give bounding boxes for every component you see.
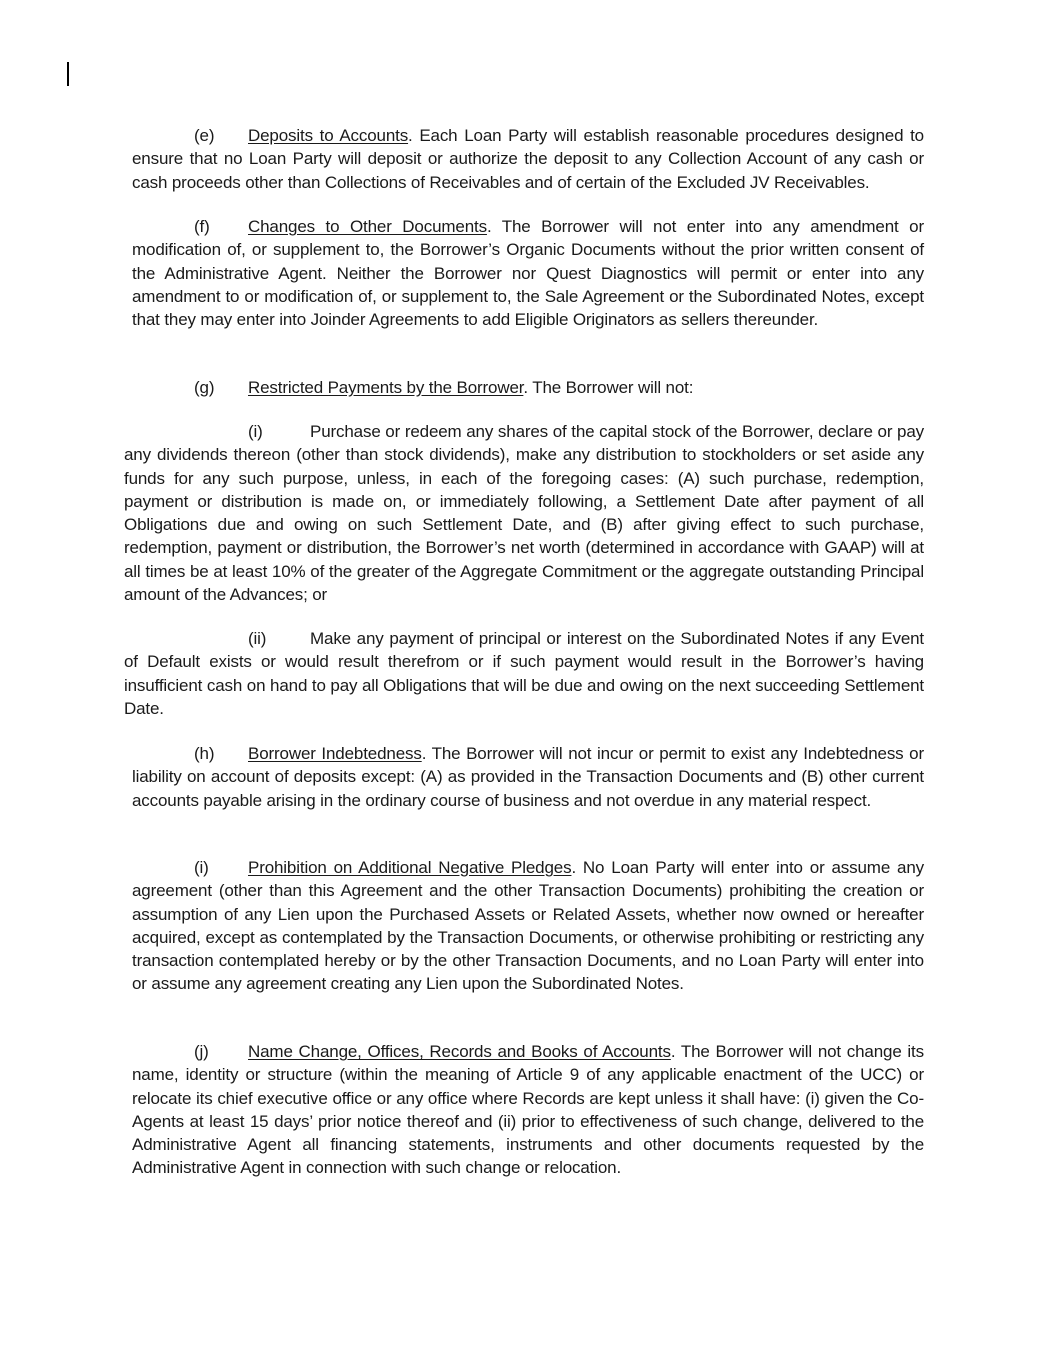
section-g-ii xyxy=(124,627,924,720)
section-f-body: . The Borrower will not enter into any amendment or modification of, or supplement to, the Borrower’s Organic Documents without the prior written consent of the Administrative Agent. Neither the Borrower nor Quest Diagnostics will permit or enter into any amendment to or modification of, or supplement to, the Sale Agreement or the Subordinated Notes, except that they may enter into Joinder Agreements to add Eligible Originators as sellers thereunder. xyxy=(132,217,924,330)
section-g-i-label: (i) xyxy=(248,422,263,441)
section-g-ii-body: Make any payment of principal or interest on the Subordinated Notes if any Event of Default exists or would result therefrom or if such payment would result in the Borrower’s having insufficient cash on hand to pay all Obligations that will be due and owing on the next succeeding Settlement Date. xyxy=(124,629,924,718)
section-g-ii-label: (ii) xyxy=(248,629,267,648)
section-f-heading: Changes to Other Documents xyxy=(248,217,487,236)
section-e-label: (e) xyxy=(194,126,215,145)
section-i-body: . No Loan Party will enter into or assume any agreement (other than this Agreement and the other Transaction Documents) prohibiting the creation or assumption of any Lien upon the Purchased Assets or Related Assets, whether now owned or hereafter acquired, except as contemplated by the Transaction Documents, or otherwise prohibiting or restricting any transaction contemplated hereby or by the other Transaction Documents, and no Loan Party will enter into or assume any agreement creating any Lien upon the Subordinated Notes. xyxy=(132,858,924,994)
section-g-heading: Restricted Payments by the Borrower xyxy=(248,378,524,397)
section-i-label: (i) xyxy=(194,858,209,877)
section-f-label: (f) xyxy=(194,217,210,236)
section-i-heading: Prohibition on Additional Negative Pledges xyxy=(248,858,572,877)
section-j-body: . The Borrower will not change its name, identity or structure (within the meaning of Article 9 of any applicable enactment of the UCC) or relocate its chief executive office or any office where Records are kept unless it shall have: (i) given the Co-Agents at least 15 days’ prior notice thereof and (ii) prior to effectiveness of such change, delivered to the Administrative Agent all financing statements, instruments and other documents requested by the Administrative Agent in connection with such change or relocation. xyxy=(132,1042,924,1178)
section-h xyxy=(132,742,924,812)
section-g-i xyxy=(124,420,924,606)
section-e xyxy=(132,124,924,194)
section-j-heading: Name Change, Offices, Records and Books of Accounts xyxy=(248,1042,671,1061)
section-g xyxy=(132,376,924,399)
section-g-i-body: Purchase or redeem any shares of the capital stock of the Borrower, declare or pay any dividends thereon (other than stock dividends), make any distribution to stockholders or set aside any funds for any such purpose, unless, in each of the foregoing cases: (A) such purchase, redemption, payment or distribution is made on, or immediately following, a Settlement Date after payment of all Obligations due and owing on such Settlement Date, and (B) after giving effect to such purchase, redemption, payment or distribution, the Borrower’s net worth (determined in accordance with GAAP) will at all times be at least 10% of the greater of the Aggregate Commitment or the aggregate outstanding Principal amount of the Advances; or xyxy=(124,422,924,605)
section-e-heading: Deposits to Accounts xyxy=(248,126,409,145)
section-g-label: (g) xyxy=(194,378,215,397)
section-j-label: (j) xyxy=(194,1042,209,1061)
section-j xyxy=(132,1040,924,1180)
section-h-label: (h) xyxy=(194,744,215,763)
section-h-body: . The Borrower will not incur or permit to exist any Indebtedness or liability on account of deposits except: (A) as provided in the Transaction Documents and (B) other current accounts payable arising in the ordinary course of business and not overdue in any material respect. xyxy=(132,744,924,810)
section-f xyxy=(132,215,924,331)
section-h-heading: Borrower Indebtedness xyxy=(248,744,422,763)
section-g-body: . The Borrower will not: xyxy=(523,378,694,397)
section-i xyxy=(132,856,924,996)
text-cursor xyxy=(67,62,69,86)
section-e-body: . Each Loan Party will establish reasonable procedures designed to ensure that no Loan Party will deposit or authorize the deposit to any Collection Account of any cash or cash proceeds other than Collections of Receivables and of certain of the Excluded JV Receivables. xyxy=(132,126,924,192)
